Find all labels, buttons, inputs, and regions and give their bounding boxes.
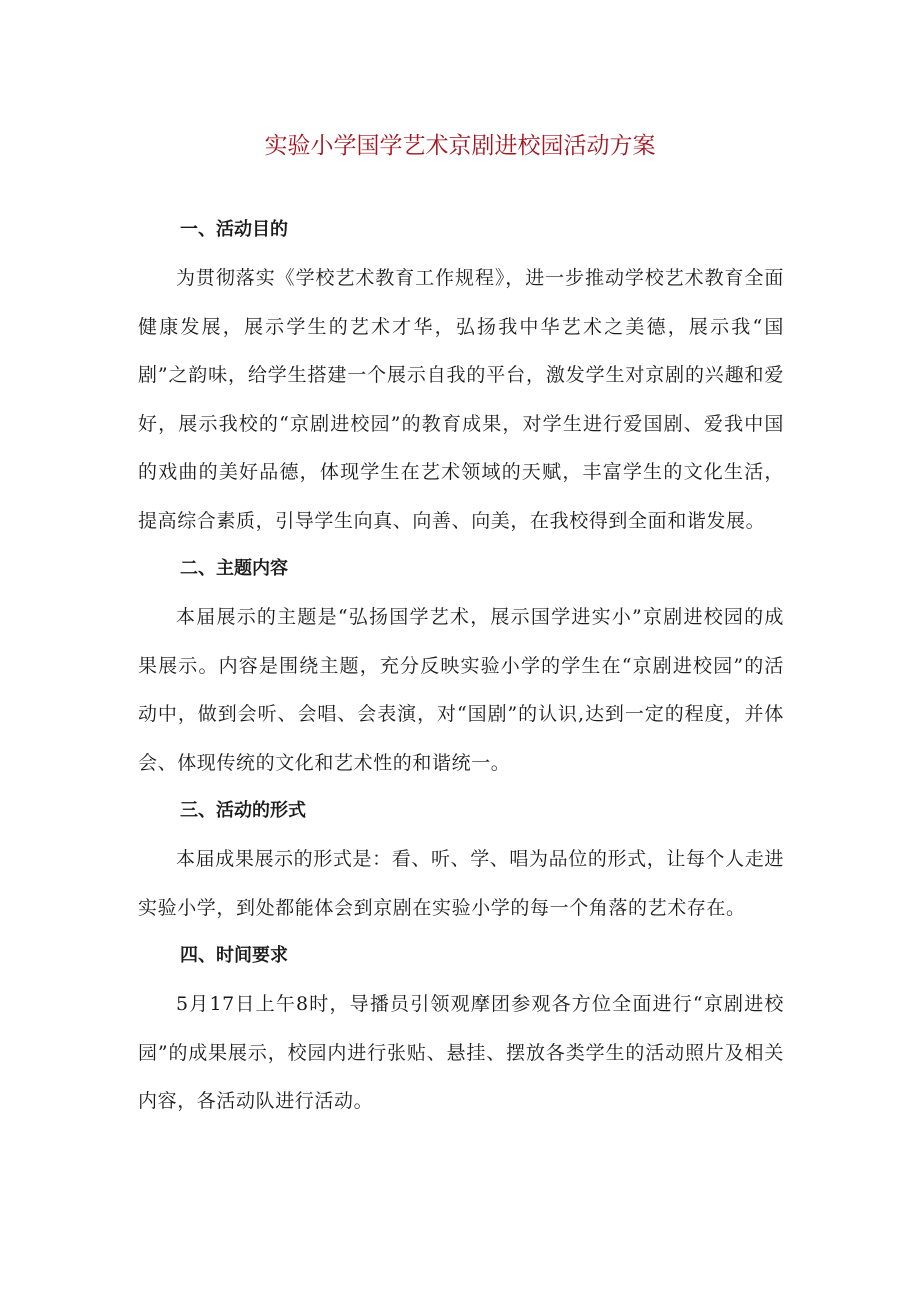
section-format: [138, 787, 784, 932]
document-title: 实验小学国学艺术京剧进校园活动方案: [264, 133, 656, 159]
section-paragraph: 5月17日上午8时，导播员引领观摩团参观各方位全面进行“京剧进校园”的成果展示，校园内进行张贴、悬挂、摆放各类学生的活动照片及相关内容，各活动队进行活动。: [138, 993, 784, 1112]
section-paragraph: 本届展示的主题是“弘扬国学艺术，展示国学进实小”京剧进校园的成果展示。内容是围绕主题，充分反映实验小学的学生在“京剧进校园”的活动中，做到会听、会唱、会表演，对“国剧”的认识,达到一定的程度，并体会、体现传统的文化和艺术性的和谐统一。: [138, 606, 784, 774]
section-heading: 三、活动的形式: [180, 800, 306, 821]
section-purpose: [138, 206, 784, 545]
section-theme: [138, 545, 784, 787]
section-paragraph: 为贯彻落实《学校艺术教育工作规程》，进一步推动学校艺术教育全面健康发展，展示学生的艺术才华，弘扬我中华艺术之美德，展示我“国剧”之韵味，给学生搭建一个展示自我的平台，激发学生对京剧的兴趣和爱好，展示我校的“京剧进校园”的教育成果，对学生进行爱国剧、爱我中国的戏曲的美好品德，体现学生在艺术领域的天赋，丰富学生的文化生活，提高综合素质，引导学生向真、向善、向美，在我校得到全面和谐发展。: [138, 267, 784, 532]
section-paragraph: 本届成果展示的形式是：看、听、学、唱为品位的形式，让每个人走进实验小学，到处都能体会到京剧在实验小学的每一个角落的艺术存在。: [138, 848, 784, 919]
section-schedule: [138, 932, 784, 1126]
document-body: [138, 206, 784, 1126]
section-heading: 四、时间要求: [180, 945, 288, 966]
section-heading: 二、主题内容: [180, 558, 288, 579]
section-heading: 一、活动目的: [180, 219, 288, 240]
